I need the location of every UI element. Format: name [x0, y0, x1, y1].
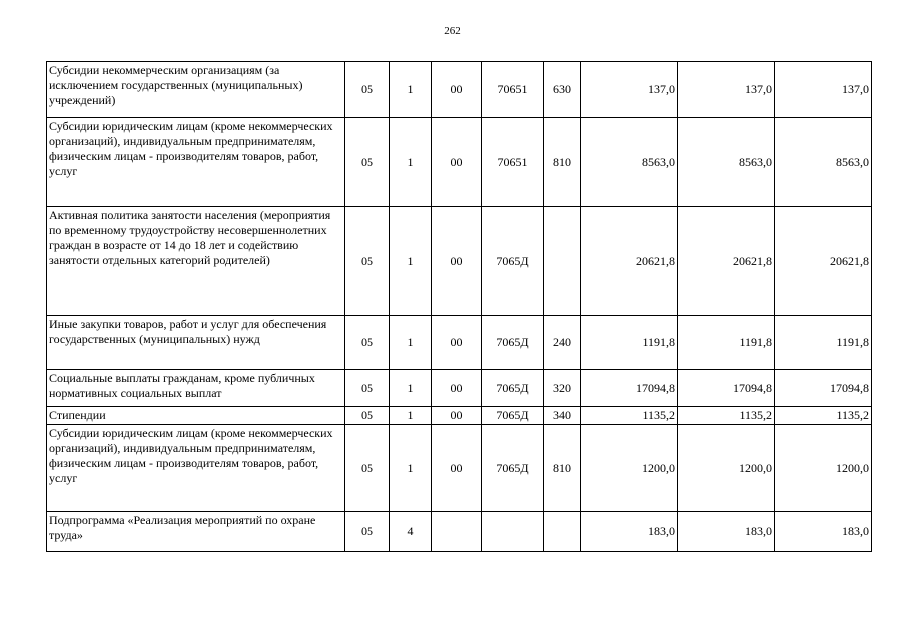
amount-2: 17094,8: [678, 370, 775, 407]
amount-2: 137,0: [678, 62, 775, 118]
expense-type-code: 320: [544, 370, 581, 407]
subprogram-code: 00: [432, 207, 482, 316]
subprogram-code: [432, 512, 482, 552]
table-row: [47, 512, 872, 552]
subprogram-code: 00: [432, 407, 482, 425]
amount-1: 1200,0: [581, 425, 678, 512]
table-row: [47, 316, 872, 370]
section-code: 05: [345, 407, 390, 425]
row-name: Субсидии некоммерческим организациям (за исключением государственных (муниципальных) учреждений): [47, 62, 345, 118]
amount-3: 137,0: [775, 62, 872, 118]
table-row: [47, 118, 872, 207]
section-code: 05: [345, 207, 390, 316]
subsection-code: 1: [390, 62, 432, 118]
budget-table: [46, 61, 872, 552]
amount-3: 8563,0: [775, 118, 872, 207]
section-code: 05: [345, 425, 390, 512]
expense-type-code: 240: [544, 316, 581, 370]
section-code: 05: [345, 62, 390, 118]
amount-3: 1191,8: [775, 316, 872, 370]
row-name: Субсидии юридическим лицам (кроме некоммерческих организаций), индивидуальным предпринимателям, физическим лицам - производителям товаров, работ, услуг: [47, 118, 345, 207]
target-article-code: 7065Д: [482, 425, 544, 512]
target-article-code: 7065Д: [482, 370, 544, 407]
section-code: 05: [345, 316, 390, 370]
target-article-code: 7065Д: [482, 407, 544, 425]
row-name: Иные закупки товаров, работ и услуг для обеспечения государственных (муниципальных) нужд: [47, 316, 345, 370]
amount-1: 137,0: [581, 62, 678, 118]
amount-3: 183,0: [775, 512, 872, 552]
expense-type-code: 630: [544, 62, 581, 118]
target-article-code: 7065Д: [482, 207, 544, 316]
subsection-code: 1: [390, 118, 432, 207]
row-name: Субсидии юридическим лицам (кроме некоммерческих организаций), индивидуальным предпринимателям, физическим лицам - производителям товаров, работ, услуг: [47, 425, 345, 512]
subsection-code: 1: [390, 207, 432, 316]
table-body: [47, 62, 872, 552]
row-name: Подпрограмма «Реализация мероприятий по охране труда»: [47, 512, 345, 552]
row-name: Социальные выплаты гражданам, кроме публичных нормативных социальных выплат: [47, 370, 345, 407]
section-code: 05: [345, 370, 390, 407]
amount-3: 17094,8: [775, 370, 872, 407]
expense-type-code: 810: [544, 118, 581, 207]
row-name: Стипендии: [47, 407, 345, 425]
amount-1: 8563,0: [581, 118, 678, 207]
subprogram-code: 00: [432, 370, 482, 407]
subsection-code: 4: [390, 512, 432, 552]
amount-2: 183,0: [678, 512, 775, 552]
table-row: [47, 62, 872, 118]
section-code: 05: [345, 512, 390, 552]
expense-type-code: [544, 512, 581, 552]
target-article-code: 70651: [482, 118, 544, 207]
expense-type-code: 340: [544, 407, 581, 425]
amount-1: 1191,8: [581, 316, 678, 370]
table-row: [47, 370, 872, 407]
amount-2: 1200,0: [678, 425, 775, 512]
row-name: Активная политика занятости населения (мероприятия по временному трудоустройству несовершеннолетних граждан в возрасте от 14 до 18 лет и содействию занятости отдельных категорий родителей): [47, 207, 345, 316]
table-row: [47, 425, 872, 512]
subprogram-code: 00: [432, 62, 482, 118]
target-article-code: 7065Д: [482, 316, 544, 370]
amount-2: 1191,8: [678, 316, 775, 370]
page-number: 262: [444, 25, 461, 37]
subsection-code: 1: [390, 407, 432, 425]
amount-3: 1135,2: [775, 407, 872, 425]
expense-type-code: 810: [544, 425, 581, 512]
amount-1: 17094,8: [581, 370, 678, 407]
subsection-code: 1: [390, 316, 432, 370]
amount-3: 20621,8: [775, 207, 872, 316]
amount-2: 1135,2: [678, 407, 775, 425]
target-article-code: 70651: [482, 62, 544, 118]
amount-1: 20621,8: [581, 207, 678, 316]
amount-1: 183,0: [581, 512, 678, 552]
section-code: 05: [345, 118, 390, 207]
subprogram-code: 00: [432, 118, 482, 207]
subsection-code: 1: [390, 425, 432, 512]
table-row: [47, 207, 872, 316]
table-row: [47, 407, 872, 425]
expense-type-code: [544, 207, 581, 316]
subsection-code: 1: [390, 370, 432, 407]
subprogram-code: 00: [432, 316, 482, 370]
subprogram-code: 00: [432, 425, 482, 512]
target-article-code: [482, 512, 544, 552]
amount-2: 8563,0: [678, 118, 775, 207]
amount-1: 1135,2: [581, 407, 678, 425]
amount-3: 1200,0: [775, 425, 872, 512]
amount-2: 20621,8: [678, 207, 775, 316]
